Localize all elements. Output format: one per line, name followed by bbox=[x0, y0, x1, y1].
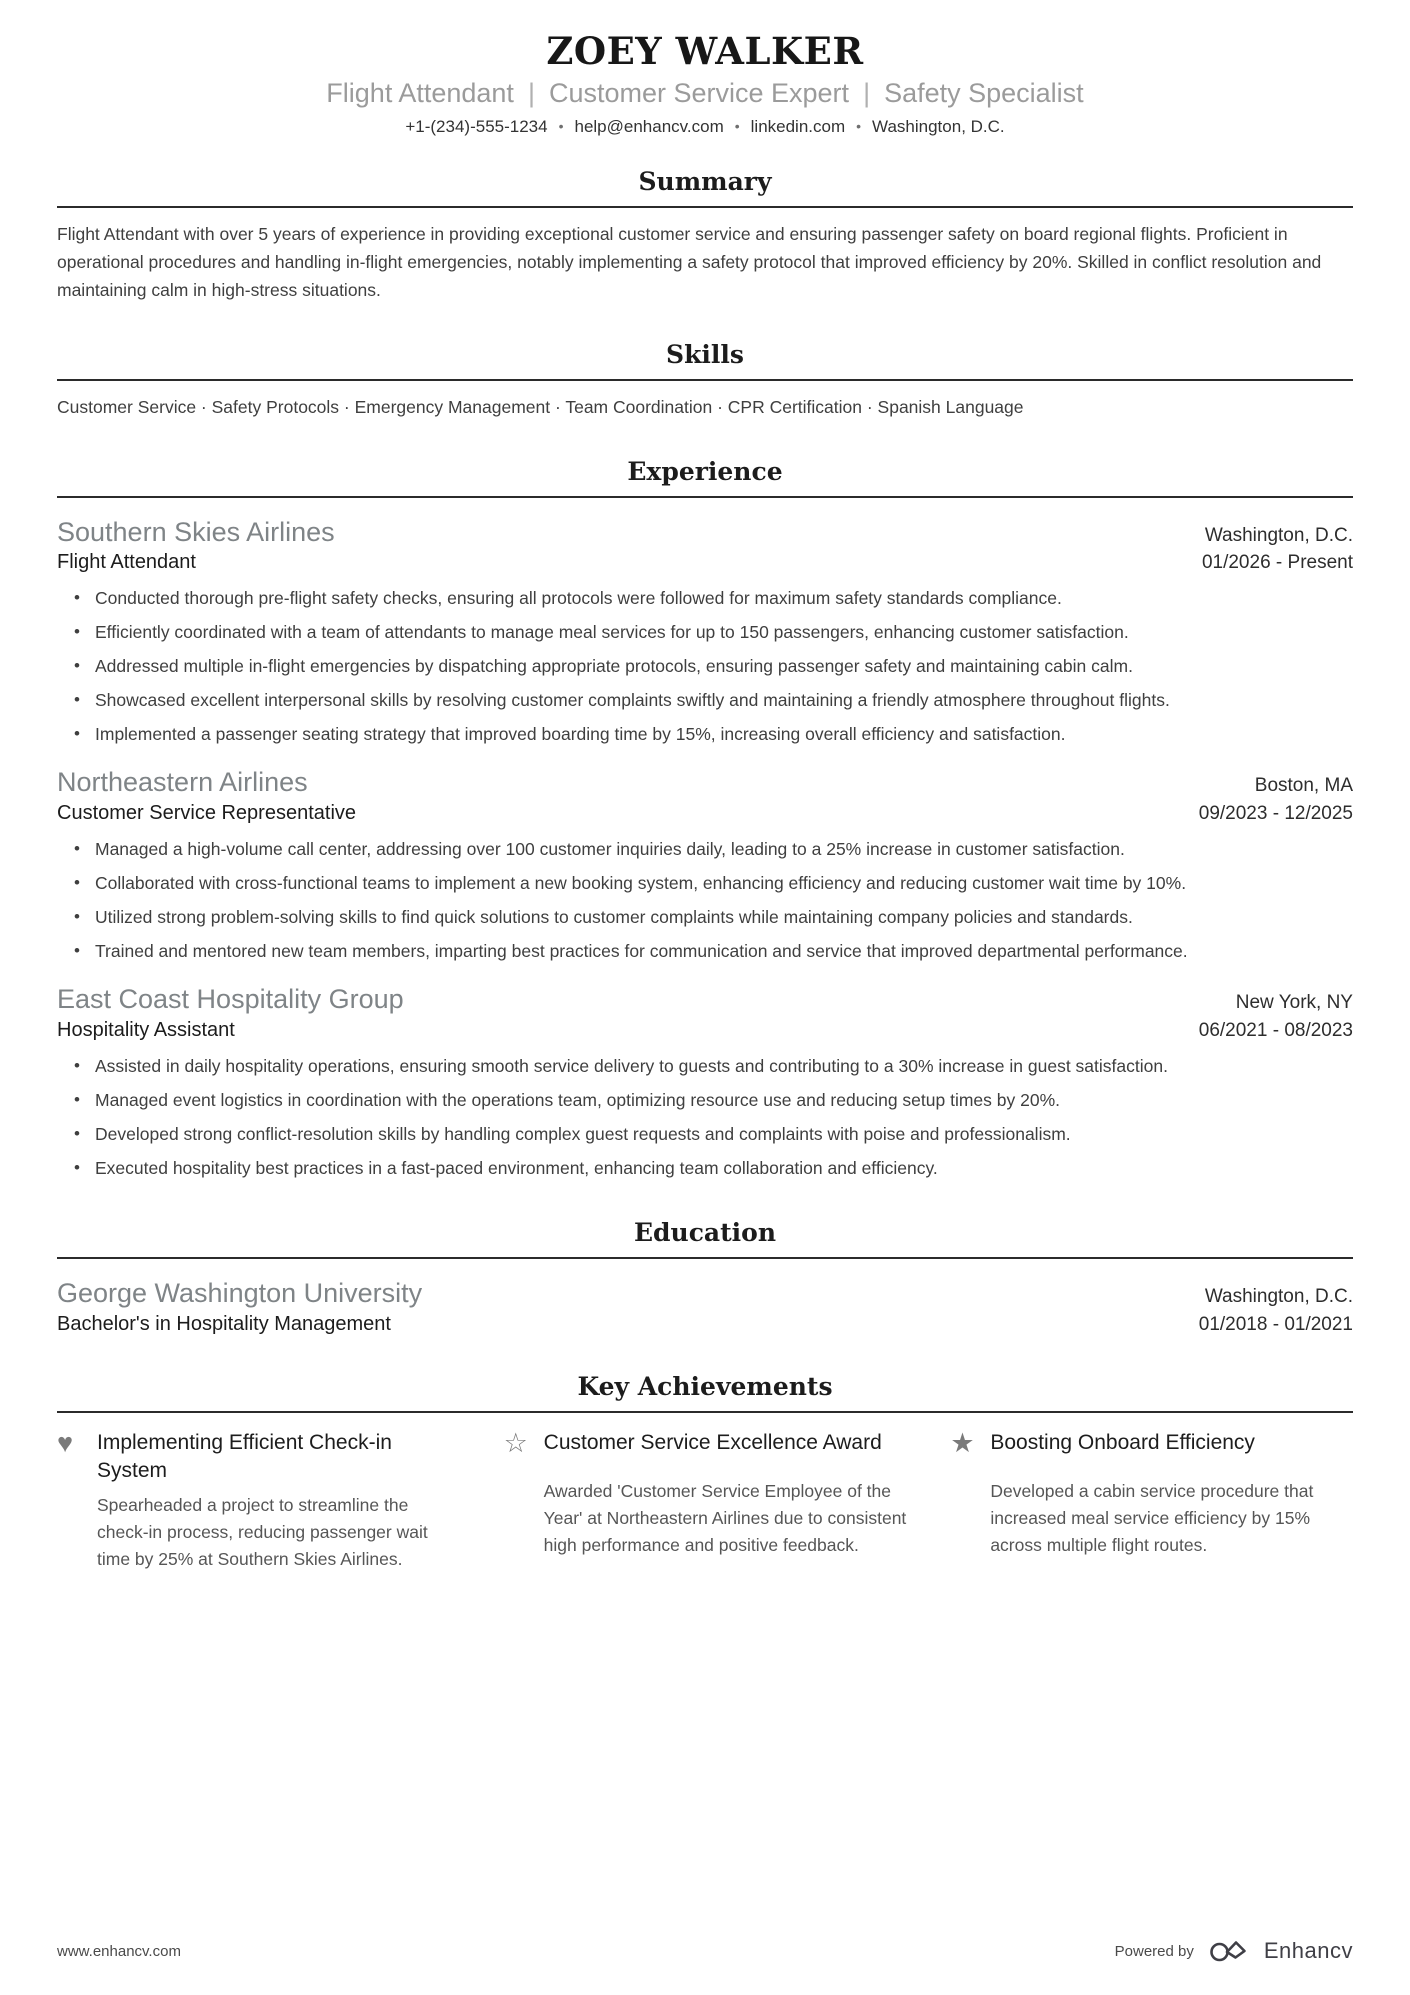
achievement-item bbox=[57, 1429, 460, 1573]
achievements-heading: Key Achievements bbox=[577, 1371, 833, 1401]
contact-separator: • bbox=[734, 117, 740, 134]
enhancv-logo-icon bbox=[1208, 1937, 1254, 1965]
company-name: Southern Skies Airlines bbox=[57, 516, 335, 547]
job-title: Customer Service Representative bbox=[57, 802, 357, 825]
achievement-text: Awarded 'Customer Service Employee of the Year' at Northeastern Airlines due to consistent high performance and positive feedback. bbox=[543, 1481, 907, 1556]
job-bullet: • Addressed multiple in-flight emergencies by dispatching appropriate protocols, ensuring passenger safety and maintaining cabin calm. bbox=[57, 652, 1353, 680]
job-bullet: • Assisted in daily hospitality operations, ensuring smooth service delivery to guests and contributing to a 30% increase in guest satisfaction. bbox=[57, 1052, 1353, 1080]
achievement-item bbox=[950, 1429, 1353, 1573]
star-outline-icon: ☆ bbox=[503, 1427, 528, 1458]
job-bullet: • Trained and mentored new team members, imparting best practices for communication and service that improved departmental performance. bbox=[57, 937, 1353, 965]
experience-entry bbox=[57, 766, 1353, 965]
school-name: George Washington University bbox=[57, 1277, 423, 1308]
location-text: Washington, D.C. bbox=[872, 116, 1005, 136]
star-icon: ★ bbox=[950, 1427, 975, 1458]
school-location: Washington, D.C. bbox=[1204, 1285, 1353, 1307]
experience-heading: Experience bbox=[627, 456, 783, 486]
summary-heading: Summary bbox=[638, 166, 772, 196]
heart-icon: ♥ bbox=[57, 1427, 74, 1458]
company-name: East Coast Hospitality Group bbox=[57, 984, 404, 1015]
job-location: Boston, MA bbox=[1254, 775, 1353, 797]
job-bullet: • Utilized strong problem-solving skills to find quick solutions to customer complaints while maintaining company policies and standards. bbox=[57, 903, 1353, 931]
job-location: New York, NY bbox=[1235, 992, 1353, 1014]
company-name: Northeastern Airlines bbox=[57, 767, 308, 798]
job-bullet: • Efficiently coordinated with a team of attendants to manage meal services for up to 150 passengers, enhancing customer satisfaction. bbox=[57, 618, 1353, 646]
job-bullet-list bbox=[57, 584, 1353, 748]
experience-entry bbox=[57, 516, 1353, 749]
summary-text: Flight Attendant with over 5 years of experience in providing exceptional customer service and ensuring passenger safety on board regional flights. Proficient in operational procedures and handling in-flight emergencies, notably implementing a safety protocol that improved efficiency by 20%. Skilled in conflict resolution and maintaining calm in high-stress situations. bbox=[57, 223, 1322, 300]
job-bullet: • Executed hospitality best practices in a fast-paced environment, enhancing team collaboration and efficiency. bbox=[57, 1154, 1353, 1182]
contact-line bbox=[57, 117, 1353, 137]
job-bullet-list bbox=[57, 1052, 1353, 1182]
contact-separator: • bbox=[558, 117, 564, 134]
section-divider bbox=[57, 379, 1353, 381]
experience-entry bbox=[57, 983, 1353, 1182]
job-bullet: • Managed a high-volume call center, addressing over 100 customer inquiries daily, leading to a 25% increase in customer satisfaction. bbox=[57, 835, 1353, 863]
job-dates: 06/2021 - 08/2023 bbox=[1198, 1019, 1353, 1041]
achievements-grid bbox=[57, 1429, 1353, 1573]
section-divider bbox=[57, 1411, 1353, 1413]
contact-separator: • bbox=[856, 117, 862, 134]
achievement-text: Developed a cabin service procedure that increased meal service efficiency by 15% across multiple flight routes. bbox=[990, 1481, 1314, 1556]
powered-by bbox=[1115, 1937, 1353, 1965]
job-bullet-list bbox=[57, 835, 1353, 965]
job-location: Washington, D.C. bbox=[1204, 524, 1353, 546]
achievement-text: Spearheaded a project to streamline the check-in process, reducing passenger wait time by 25% at Southern Skies Airlines. bbox=[97, 1494, 428, 1569]
achievement-title: Boosting Onboard Efficiency bbox=[990, 1430, 1255, 1454]
job-bullet: • Developed strong conflict-resolution skills by handling complex guest requests and complaints with poise and professionalism. bbox=[57, 1120, 1353, 1148]
title-part: Customer Service Expert bbox=[548, 77, 850, 108]
section-divider bbox=[57, 496, 1353, 498]
enhancv-wordmark: Enhancv bbox=[1263, 1938, 1353, 1963]
page-footer bbox=[57, 1937, 1353, 1965]
achievement-title: Customer Service Excellence Award bbox=[543, 1430, 882, 1454]
title-part: Safety Specialist bbox=[884, 77, 1084, 108]
job-dates: 01/2026 - Present bbox=[1201, 552, 1353, 574]
achievement-item bbox=[504, 1429, 907, 1573]
job-bullet: • Implemented a passenger seating strategy that improved boarding time by 15%, increasing overall efficiency and satisfaction. bbox=[57, 720, 1353, 748]
email-address: help@enhancv.com bbox=[574, 116, 724, 136]
section-divider bbox=[57, 206, 1353, 208]
phone-number: +1-(234)-555-1234 bbox=[405, 116, 548, 136]
job-dates: 09/2023 - 12/2025 bbox=[1198, 803, 1353, 825]
title-part: Flight Attendant bbox=[326, 77, 514, 108]
degree-name: Bachelor's in Hospitality Management bbox=[57, 1312, 391, 1335]
education-entry bbox=[57, 1277, 1353, 1336]
candidate-name: ZOEY WALKER bbox=[546, 29, 864, 73]
title-separator: | bbox=[863, 77, 871, 108]
skills-list: Customer Service · Safety Protocols · Emergency Management · Team Coordination · CPR Certification · Spanish Language bbox=[57, 396, 1024, 417]
enhancv-site-link[interactable]: www.enhancv.com bbox=[57, 1942, 181, 1960]
powered-by-label: Powered by bbox=[1114, 1942, 1194, 1960]
job-bullet: • Collaborated with cross-functional teams to implement a new booking system, enhancing efficiency and reducing customer wait time by 10%. bbox=[57, 869, 1353, 897]
education-heading: Education bbox=[633, 1217, 777, 1247]
job-title: Flight Attendant bbox=[57, 551, 196, 574]
job-title: Hospitality Assistant bbox=[57, 1018, 235, 1041]
job-bullet: • Showcased excellent interpersonal skills by resolving customer complaints swiftly and maintaining a friendly atmosphere throughout flights. bbox=[57, 686, 1353, 714]
candidate-title bbox=[57, 78, 1353, 109]
title-separator: | bbox=[527, 77, 535, 108]
resume-header bbox=[57, 30, 1353, 137]
education-dates: 01/2018 - 01/2021 bbox=[1198, 1313, 1353, 1335]
enhancv-brand-link[interactable] bbox=[1208, 1937, 1353, 1965]
achievement-title: Implementing Efficient Check-in System bbox=[97, 1430, 392, 1482]
job-bullet: • Managed event logistics in coordination with the operations team, optimizing resource use and reducing setup times by 20%. bbox=[57, 1086, 1353, 1114]
job-bullet: • Conducted thorough pre-flight safety checks, ensuring all protocols were followed for maximum safety standards compliance. bbox=[57, 584, 1353, 612]
linkedin-text: linkedin.com bbox=[750, 116, 846, 136]
section-divider bbox=[57, 1257, 1353, 1259]
skills-heading: Skills bbox=[666, 339, 744, 369]
